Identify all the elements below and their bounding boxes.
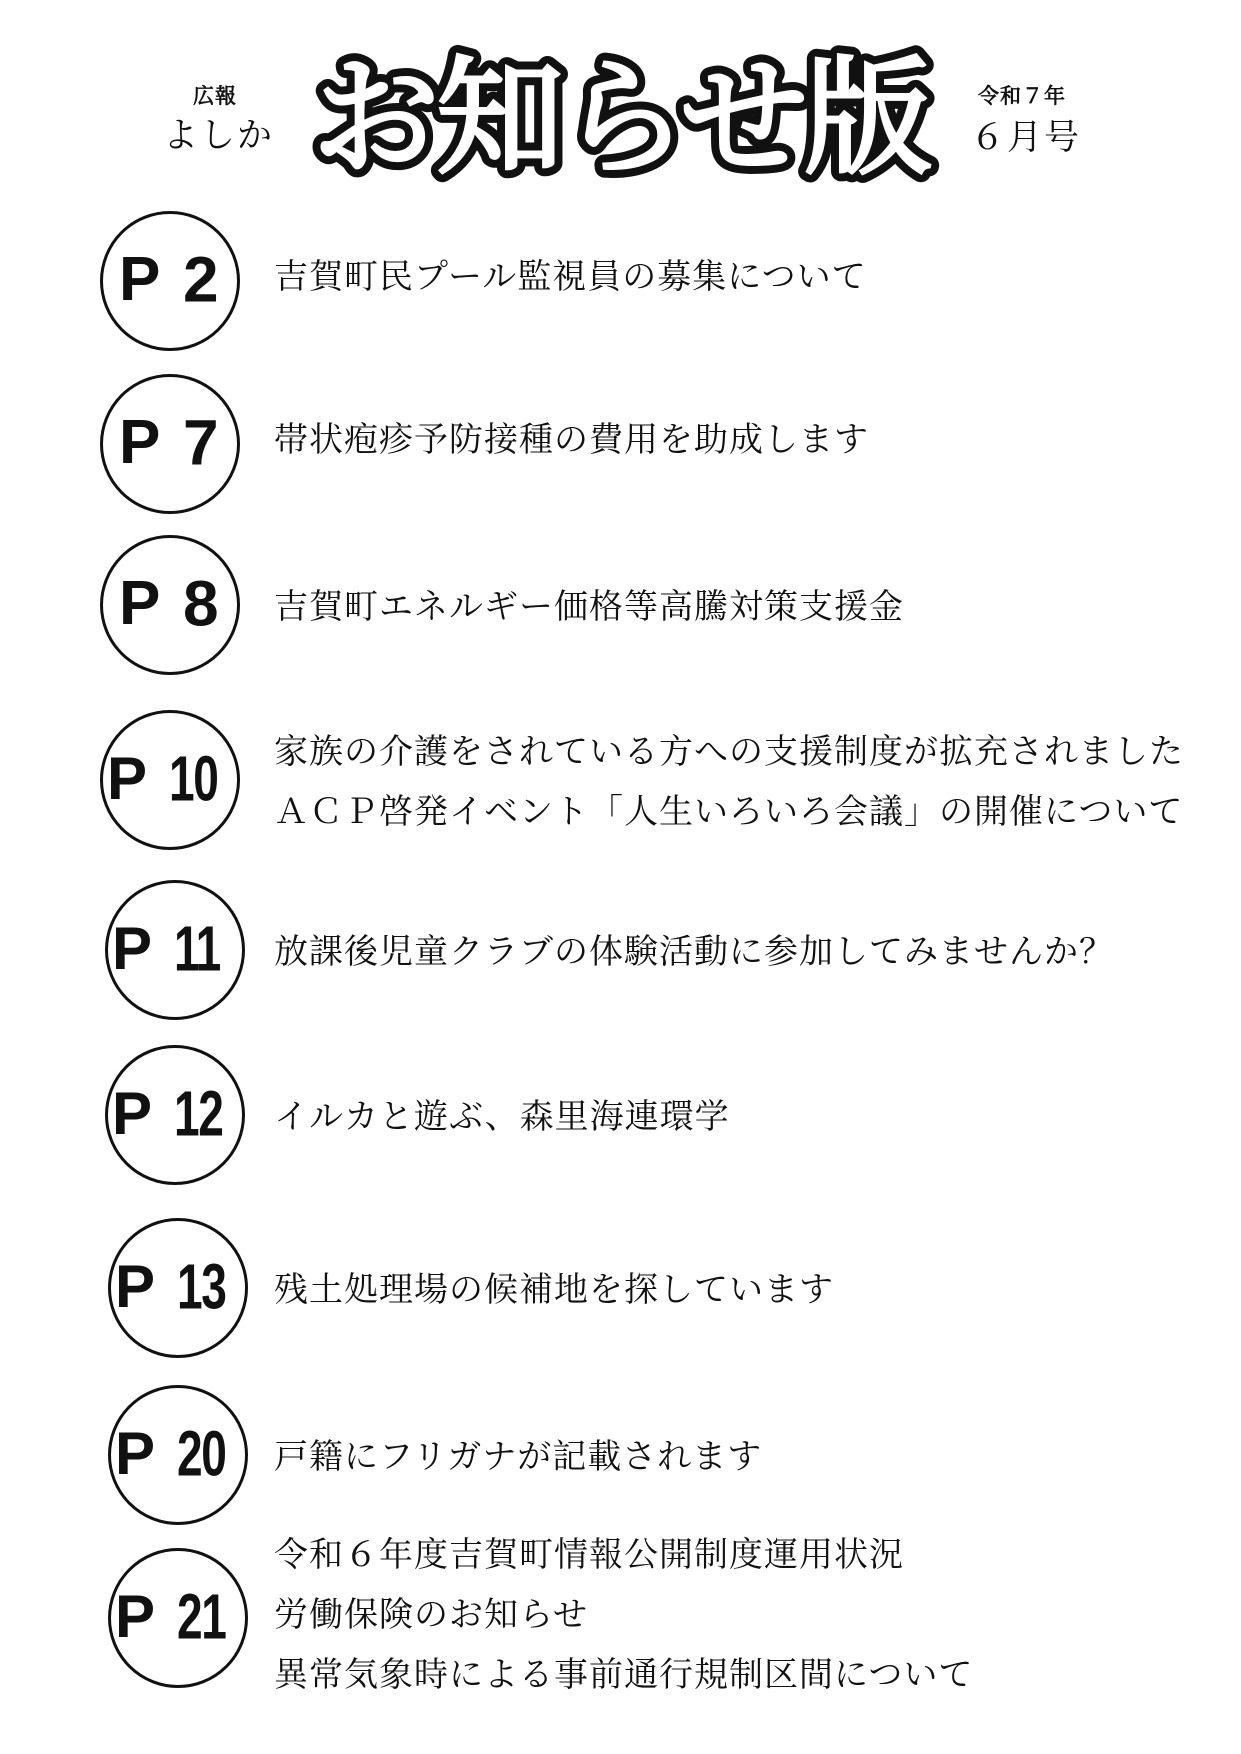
badge-p: P bbox=[112, 1079, 153, 1147]
entry-headline: 吉賀町エネルギー価格等高騰対策支援金 bbox=[274, 587, 904, 627]
masthead-kouhou: 広報 bbox=[193, 84, 237, 108]
badge-page-number: 21 bbox=[177, 1580, 226, 1653]
entry-headline: ＡＣＰ啓発イベント「人生いろいろ会議」の開催について bbox=[274, 792, 1184, 832]
entry-lines bbox=[274, 1525, 973, 1705]
entry-headline: 吉賀町民プール監視員の募集について bbox=[274, 257, 867, 297]
entry-lines bbox=[274, 410, 869, 470]
badge-p: P bbox=[112, 914, 153, 982]
badge-p: P bbox=[119, 407, 161, 477]
entry-lines bbox=[274, 722, 1184, 842]
entry-headline: 戸籍にフリガナが記載されます bbox=[274, 1437, 763, 1477]
page-badge bbox=[100, 211, 240, 351]
badge-p: P bbox=[115, 1419, 156, 1487]
entry-headline: イルカと遊ぶ、森里海連環学 bbox=[274, 1097, 730, 1137]
entry-headline: 残土処理場の候補地を探しています bbox=[274, 1270, 834, 1310]
badge-p: P bbox=[119, 568, 161, 638]
entry-headline: 異常気象時による事前通行規制区間について bbox=[274, 1655, 974, 1695]
entry-headline: 放課後児童クラブの体験活動に参加してみませんか？ bbox=[274, 932, 1114, 972]
entry-lines bbox=[274, 1087, 730, 1147]
masthead-title-logo bbox=[300, 30, 940, 200]
issue-era: 令和７年 bbox=[978, 84, 1066, 108]
badge-page-number: 20 bbox=[177, 1417, 226, 1490]
masthead-town: よしか bbox=[163, 116, 275, 156]
entry-lines bbox=[274, 247, 867, 307]
entry-headline: 帯状疱疹予防接種の費用を助成します bbox=[274, 420, 869, 460]
page-badge bbox=[108, 1548, 248, 1688]
page-badge bbox=[108, 1385, 248, 1525]
badge-p: P bbox=[107, 744, 148, 812]
badge-page-number: 13 bbox=[177, 1250, 226, 1323]
entry-headline: 令和６年度吉賀町情報公開制度運用状況 bbox=[274, 1535, 904, 1575]
page-badge bbox=[105, 1045, 245, 1185]
page-badge bbox=[100, 535, 240, 675]
badge-page-number: 10 bbox=[169, 742, 218, 815]
page-badge bbox=[100, 374, 240, 514]
page-badge bbox=[108, 1218, 248, 1358]
masthead-title: お知らせ版 bbox=[311, 44, 929, 193]
page-badge bbox=[105, 880, 245, 1020]
badge-page-number: 2 bbox=[183, 243, 219, 316]
entry-headline: 家族の介護をされている方への支援制度が拡充されました bbox=[274, 732, 1184, 772]
entry-headline: 労働保険のお知らせ bbox=[274, 1595, 588, 1635]
badge-p: P bbox=[115, 1252, 156, 1320]
badge-p: P bbox=[115, 1582, 156, 1650]
entry-lines bbox=[274, 577, 904, 637]
badge-p: P bbox=[119, 244, 161, 314]
entry-lines bbox=[274, 1427, 762, 1487]
entry-lines bbox=[274, 922, 1114, 982]
entry-lines bbox=[274, 1260, 834, 1320]
issue-month: ６月号 bbox=[970, 118, 1082, 158]
badge-page-number: 11 bbox=[174, 912, 220, 985]
badge-page-number: 8 bbox=[183, 567, 219, 640]
masthead bbox=[0, 0, 1241, 200]
badge-page-number: 12 bbox=[174, 1077, 223, 1150]
badge-page-number: 7 bbox=[183, 406, 219, 479]
page-badge bbox=[100, 710, 240, 850]
